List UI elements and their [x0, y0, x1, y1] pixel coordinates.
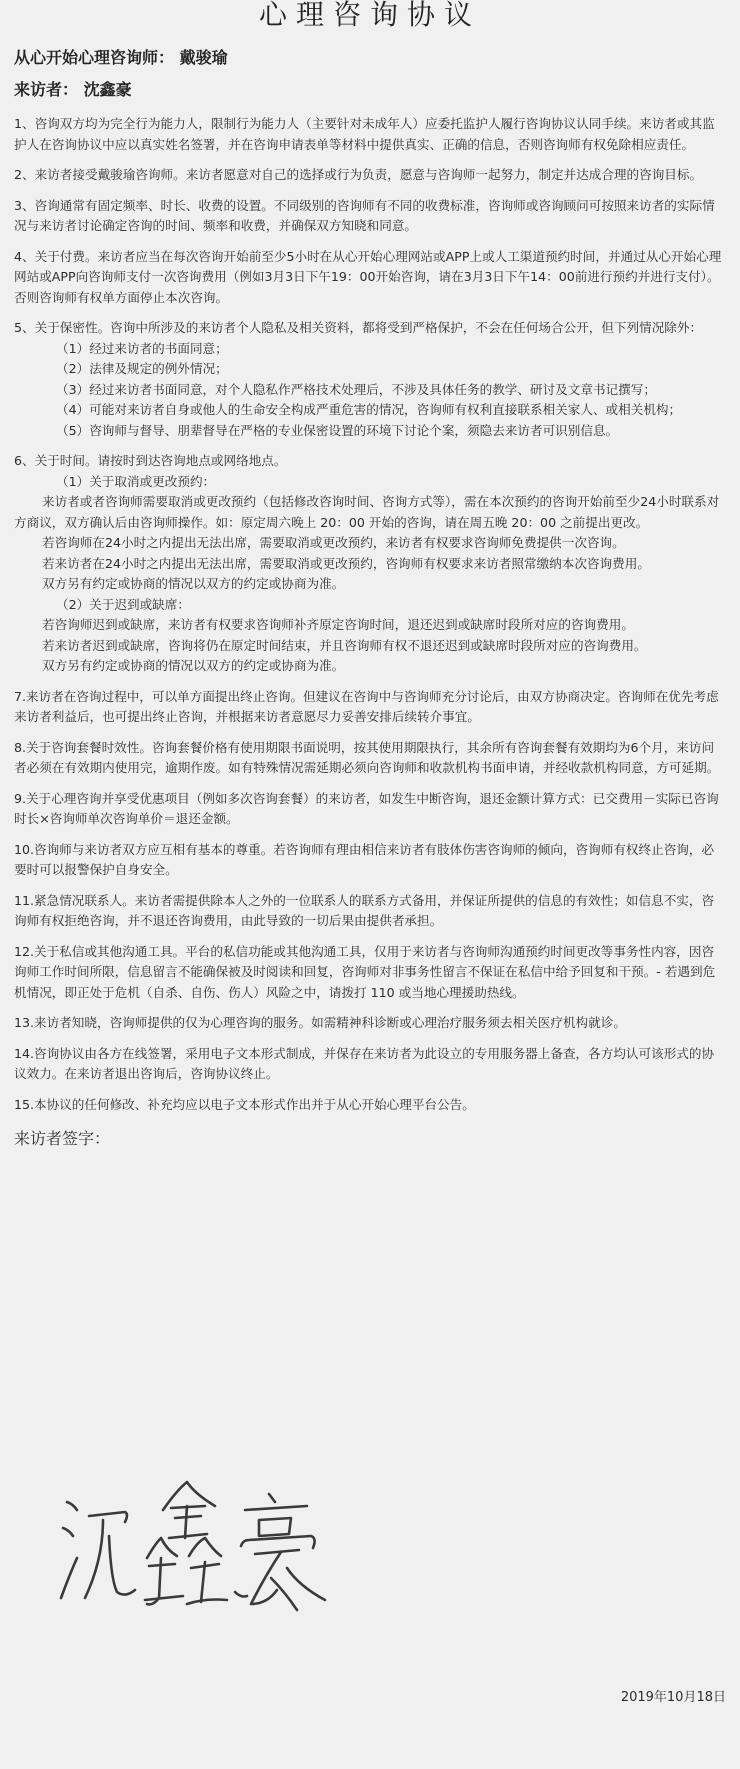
signing-date: 2019年10月18日 — [620, 1690, 726, 1705]
clause-7: 7.来访者在咨询过程中，可以单方面提出终止咨询。但建议在咨询中与咨询师充分讨论后，由双方协商决定。咨询师在优先考虑来访者利益后，也可提出终止咨询，并根据来访者意愿尽力妥善安排后续转介事宜。 — [14, 688, 719, 724]
clause-6-paragraph: 双方另有约定或协商的情况以双方的约定或协商为准。 — [42, 658, 345, 673]
clause-11: 11.紧急情况联系人。来访者需提供除本人之外的一位联系人的联系方式备用，并保证所提供的信息的有效性；如信息不实，咨询师有权拒绝咨询，并不退还咨询费用，由此导致的一切后果由提供者承担。 — [14, 892, 715, 928]
clause-5-item: （5）咨询师与督导、朋辈督导在严格的专业保密设置的环境下讨论个案，须隐去来访者可识别信息。 — [56, 422, 619, 438]
clause-6-paragraph: 双方另有约定或协商的情况以双方的约定或协商为准。 — [42, 576, 345, 591]
clause-5-item: （3）经过来访者书面同意，对个人隐私作严格技术处理后，不涉及具体任务的教学、研讨及文章书记撰写； — [56, 381, 656, 397]
clause-10: 10.咨询师与来访者双方应互相有基本的尊重。若咨询师有理由相信来访者有肢体伤害咨询师的倾向，咨询师有权终止咨询，必要时可以报警保护自身安全。 — [14, 841, 715, 877]
clause-6-paragraph: 若咨询师在24小时之内提出无法出席，需要取消或更改预约，来访者有权要求咨询师免费提供一次咨询。 — [42, 535, 625, 550]
clause-2: 2、来访者接受戴骏瑜咨询师。来访者愿意对自己的选择或行为负责，愿意与咨询师一起努力，制定并达成合理的咨询目标。 — [14, 167, 703, 182]
client-line: 来访者： 沈鑫豪 — [14, 80, 132, 99]
clause-3: 3、咨询通常有固定频率、时长、收费的设置。不同级别的咨询师有不同的收费标准，咨询师或咨询顾问可按照来访者的实际情况与来访者讨论确定咨询的时间、频率和收费，并确保双方知晓和同意。 — [14, 197, 715, 233]
clause-5-item: （4）可能对来访者自身或他人的生命安全构成严重危害的情况，咨询师有权利直接联系相关家人、或相关机构； — [56, 402, 682, 417]
clause-8: 8.关于咨询套餐时效性。咨询套餐价格有使用期限书面说明，按其使用期限执行，其余所有咨询套餐有效期均为6个月，来访问者必须在有效期内使用完，逾期作废。如有特殊情况需延期必须向咨询师和收款机构书面申请，并经收款机构同意，方可延期。 — [14, 739, 720, 775]
handwritten-signature — [55, 1480, 375, 1640]
clause-6-paragraph: 若来访者迟到或缺席，咨询将仍在原定时间结束，并且咨询师有权不退还迟到或缺席时段所对应的咨询费用。 — [42, 637, 647, 653]
clause-13: 13.来访者知晓，咨询师提供的仅为心理咨询的服务。如需精神科诊断或心理治疗服务须去相关医疗机构就诊。 — [14, 1015, 626, 1030]
clause-6-subheading: （2）关于迟到或缺席： — [56, 596, 190, 612]
clause-5-item: （1）经过来访者的书面同意； — [56, 340, 228, 356]
clause-6-paragraph: 若来访者在24小时之内提出无法出席，需要取消或更改预约，咨询师有权要求来访者照常缴纳本次咨询费用。 — [42, 555, 650, 571]
clause-9: 9.关于心理咨询并享受优惠项目（例如多次咨询套餐）的来访者，如发生中断咨询，退还金额计算方式：已交费用－实际已咨询时长×咨询师单次咨询单价＝退还金额。 — [14, 790, 719, 826]
signature-label: 来访者签字： — [14, 1129, 111, 1148]
clause-14: 14.咨询协议由各方在线签署，采用电子文本形式制成，并保存在来访者为此设立的专用服务器上备查，各方均认可该形式的协议效力。在来访者退出咨询后，咨询协议终止。 — [14, 1045, 715, 1081]
clause-5-item: （2）法律及规定的例外情况； — [56, 361, 228, 376]
clause-6-subheading: （1）关于取消或更改预约： — [56, 473, 216, 489]
clause-4: 4、关于付费。来访者应当在每次咨询开始前至少5小时在从心开始心理网站或APP上或人工渠道预约时间，并通过从心开始心理网站或APP向咨询师支付一次咨询费用（例如3月3日下午19：00开始咨询，请在3月3日下午14：00前进行预约并进行支付）。否则咨询师有权单方面停止本次咨询。 — [14, 248, 722, 305]
clause-12: 12.关于私信或其他沟通工具。平台的私信功能或其他沟通工具，仅用于来访者与咨询师沟通预约时间更改等事务性内容，因咨询师工作时间所限，信息留言不能确保被及时阅读和回复，咨询师对非事务性留言不保证在私信中给予回复和干预。- 若遇到危机情况，即正处于危机（自杀、自伤、伤人）风险之中，请拨打 110 或当地心理援助热线。 — [14, 943, 716, 1000]
page-title: 心理咨询协议 — [258, 0, 481, 31]
counselor-line: 从心开始心理咨询师： 戴骏瑜 — [14, 48, 228, 67]
clause-1: 1、咨询双方均为完全行为能力人，限制行为能力人（主要针对未成年人）应委托监护人履行咨询协议认同手续。来访者或其监护人在咨询协议中应以真实姓名签署，并在咨询申请表单等材料中提供真实、正确的信息，否则咨询师有权免除相应责任。 — [14, 116, 715, 152]
clause-6-paragraph: 若咨询师迟到或缺席，来访者有权要求咨询师补齐原定咨询时间，退还迟到或缺席时段所对应的咨询费用。 — [42, 617, 634, 632]
clause-15: 15.本协议的任何修改、补充均应以电子文本形式作出并于从心开始心理平台公告。 — [14, 1096, 475, 1112]
clause-6-paragraph: 来访者或者咨询师需要取消或更改预约（包括修改咨询时间、咨询方式等），需在本次预约的咨询开始前至少24小时联系对方商议，双方确认后由咨询师操作。如：原定周六晚上 20：00 开始的咨询，请在周五晚 20：00 之前提出更改。 — [14, 494, 720, 530]
clause-6: 6、关于时间。请按时到达咨询地点或网络地点。 （1）关于取消或更改预约： 来访者或者咨询师需要取消或更改预约（包括修改咨询时间、咨询方式等），需在本次预约的咨询开始前至少24小时联系对方商议，双方确认后由咨询师操作。如：原定周六晚上 20：00 开始的咨询，请在周五晚 20：00 之前提出更改。 若咨询师在24小时之内提出无法出席，需要取消或更改预约，来访者有权要求咨询师免费提供一次咨询。 若来访者在24小时之内提出无法出席，需要取消或更改预约，咨询师有权要求来访者照常缴纳本次咨询费用。 双方另有约定或协商的情况以双方的约定或协商为准。 （2）关于迟到或缺席： 若咨询师迟到或缺席，来访者有权要求咨询师补齐原定咨询时间，退还迟到或缺席时段所对应的咨询费用。 若来访者迟到或缺席，咨询将仍在原定时间结束，并且咨询师有权不退还迟到或缺席时段所对应的咨询费用。 双方另有约定或协商的情况以双方的约定或协商为准。 — [14, 451, 726, 677]
clause-5: 5、关于保密性。咨询中所涉及的来访者个人隐私及相关资料，都将受到严格保护，不会在任何场合公开，但下列情况除外： （1）经过来访者的书面同意； （2）法律及规定的例外情况； （3）经过来访者书面同意，对个人隐私作严格技术处理后，不涉及具体任务的教学、研讨及文章书记撰写； （4）可能对来访者自身或他人的生命安全构成严重危害的情况，咨询师有权利直接联系相关家人、或相关机构； （5）咨询师与督导、朋辈督导在严格的专业保密设置的环境下讨论个案，须隐去来访者可识别信息。 — [14, 318, 726, 441]
